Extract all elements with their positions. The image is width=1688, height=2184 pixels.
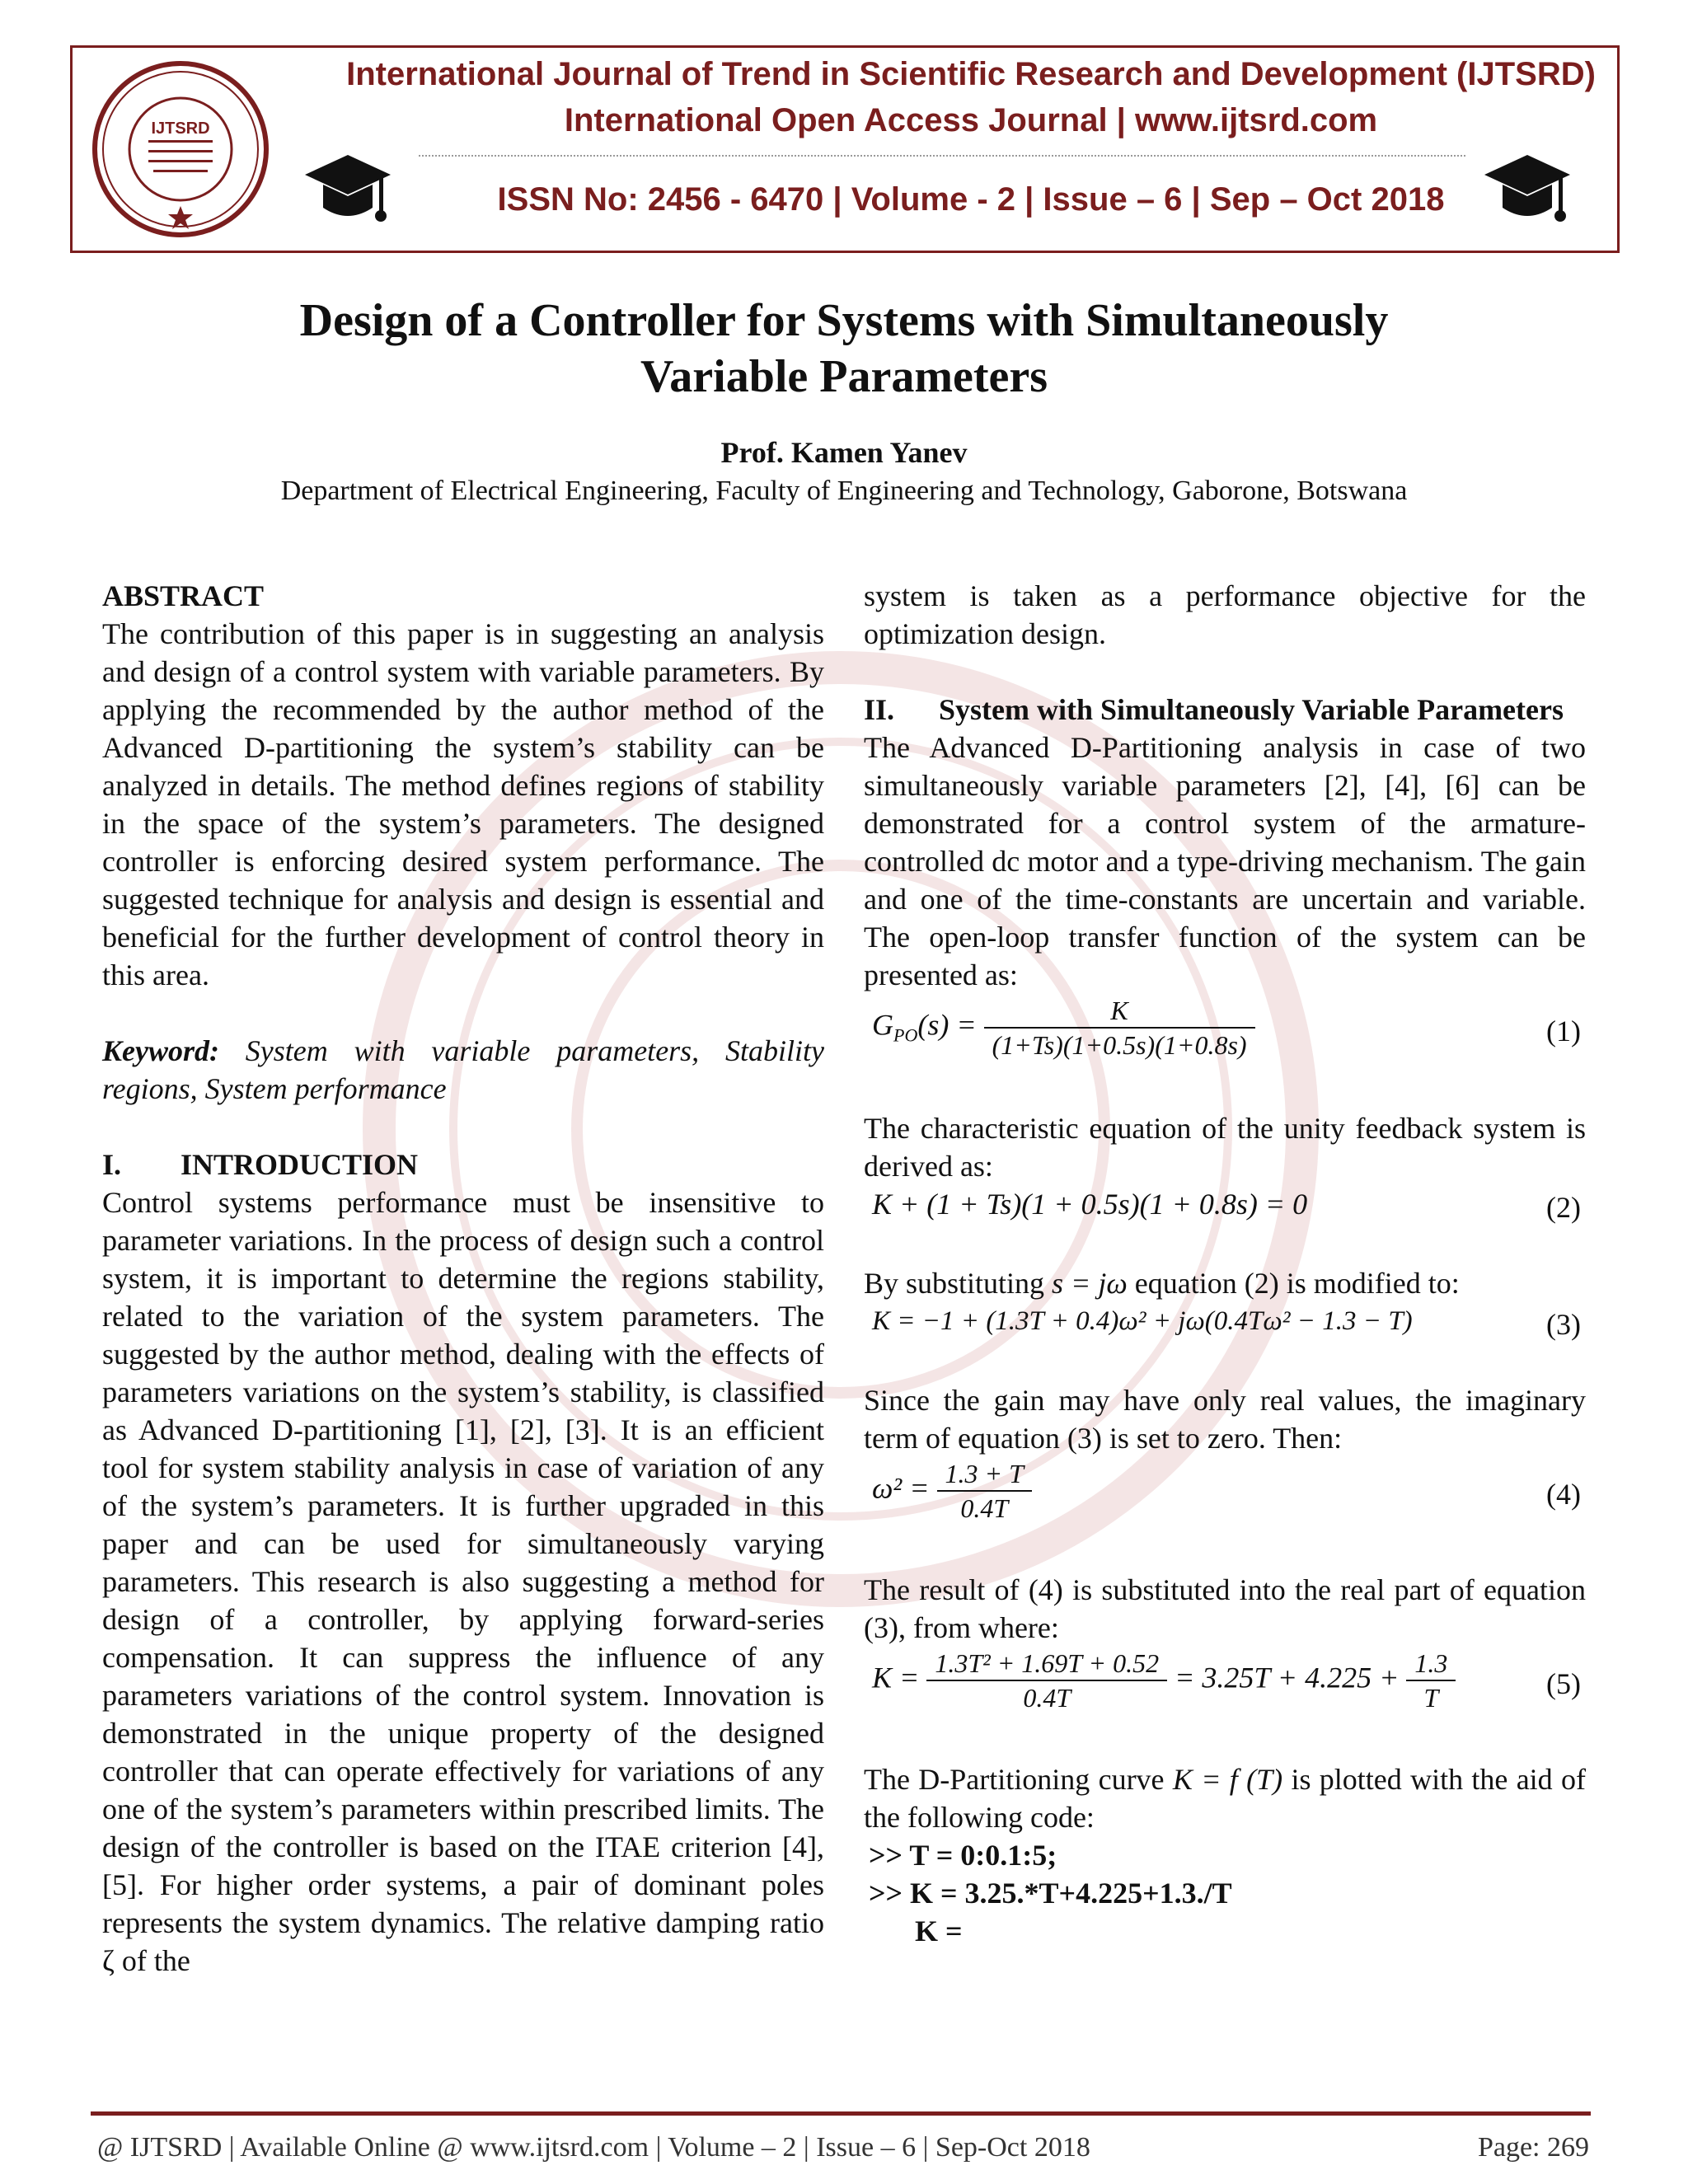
d-partitioning-text: The D-Partitioning curve K = f (T) is plotted with the aid of the following code: (864, 1763, 1586, 1834)
equation-2: K + (1 + Ts)(1 + 0.5s)(1 + 0.8s) = 0 (2) (872, 1188, 1581, 1224)
section2-heading: II. System with Simultaneously Variable Parameters (864, 693, 1564, 726)
journal-subtitle: International Open Access Journal | www.ijtsrd.com (564, 102, 1378, 138)
real-gain-text: Since the gain may have only real values, the imaginary term of equation (3) is set to zero. Then: (864, 1384, 1586, 1455)
journal-header (70, 45, 1620, 253)
abstract-text: The contribution of this paper is in suggesting an analysis and design of a control system with variable parameters. By applying the recommended by the author method of the Advanced D-partitioning the system’s stability can be analyzed in details. The method defines regions of stability in the space of the system’s parameters. The designed controller is enforcing desired system performance. The suggested technique for analysis and design is essential and beneficial for the further development of control theory in this area. (102, 617, 824, 991)
equation-4: ω² = $\frac{1.3 + T}{0.4T}$ (4) (872, 1459, 1581, 1523)
abstract-heading: ABSTRACT (102, 579, 265, 612)
issue-info: ISSN No: 2456 - 6470 | Volume - 2 | Issue – 6 | Sep – Oct 2018 (497, 181, 1445, 218)
abstract-continuation: system is taken as a performance objective for the optimization design. (864, 579, 1586, 650)
author-affiliation: Department of Electrical Engineering, Faculty of Engineering and Technology, Gaborone, Botswana (280, 476, 1408, 506)
journal-name: International Journal of Trend in Scientific Research and Development (IJTSRD) (346, 56, 1596, 92)
right-column (864, 577, 1586, 1950)
left-column (102, 577, 824, 1980)
footer-text: @ IJTSRD | Available Online @ www.ijtsrd.com | Volume – 2 | Issue – 6 | Sep-Oct 2018 (97, 2132, 1090, 2163)
svg-text:IJTSRD: IJTSRD (151, 120, 210, 138)
page-number: Page: 269 (1477, 2132, 1589, 2163)
equation-1: $G_{PO}(s)$ = $\frac{K}{(1+Ts)(1+0.5s)(1+0.8s)}$ (1) (872, 996, 1581, 1060)
journal-logo (89, 58, 272, 241)
introduction-text: Control systems performance must be insensitive to parameter variations. In the process of design such a control system, it is important to determine the regions stability, related to the variation of the system parameters. The suggested by the author method, dealing with the effects of parameters variations on the system’s stability, is classified as Advanced D-partitioning [1], [2], [3]. It is an efficient tool for system stability analysis in case of variation of any of the system’s parameters. It is further upgraded in this paper and can be used for simultaneously varying parameters. This research is also suggesting a method for design of a controller, by applying forward-series compensation. It can suppress the influence of any parameters variations of the control system. Innovation is demonstrated in the unique property of the designed controller that can operate effectively for variations of any one of the system’s parameters within prescribed limits. The design of the controller is based on the ITAE criterion [4], [5]. For higher order systems, a pair of dominant poles represents the system dynamics. The relative damping ratio ζ of the (102, 1186, 824, 1977)
section2-text: The Advanced D-Partitioning analysis in case of two simultaneously variable parameters [2], [4], [6] can be demonstrated for a control system of the armature-controlled dc motor and a type-driving mechanism. The gain and one of the time-constants are uncertain and variable. The open-loop transfer function of the system can be presented as: (864, 731, 1586, 991)
paper-title: Design of a Controller for Systems with Simultaneously Variable Parameters (299, 295, 1389, 402)
characteristic-text: The characteristic equation of the unity feedback system is derived as: (864, 1112, 1586, 1183)
author-name: Prof. Kamen Yanev (720, 436, 968, 469)
code-line-3: K = (915, 1915, 963, 1947)
code-line-1: >> T = 0:0.1:5; (869, 1839, 1057, 1872)
header-divider (419, 155, 1465, 157)
page-footer (97, 2130, 1589, 2166)
footer-divider (91, 2111, 1591, 2116)
equation-3: K = −1 + (1.3T + 0.4)ω² + jω(0.4Tω² − 1.3 − T) (3) (872, 1306, 1581, 1341)
graduation-cap-icon (1483, 138, 1572, 236)
keywords: Keyword: System with variable parameters, Stability regions, System performance (102, 1034, 824, 1105)
equation-5: K = $\frac{\text{1.3T² + 1.69T + 0.52}}{0.4T}$ = 3.25T + 4.225 + $\frac{1.3}{T}$ (5) (872, 1648, 1581, 1713)
code-line-2: >> K = 3.25.*T+4.225+1.3./T (869, 1877, 1232, 1910)
result-text: The result of (4) is substituted into the real part of equation (3), from where: (864, 1573, 1586, 1644)
introduction-heading: I. INTRODUCTION (102, 1148, 419, 1181)
substitution-text: By substituting s = jω equation (2) is modified to: (864, 1267, 1460, 1300)
